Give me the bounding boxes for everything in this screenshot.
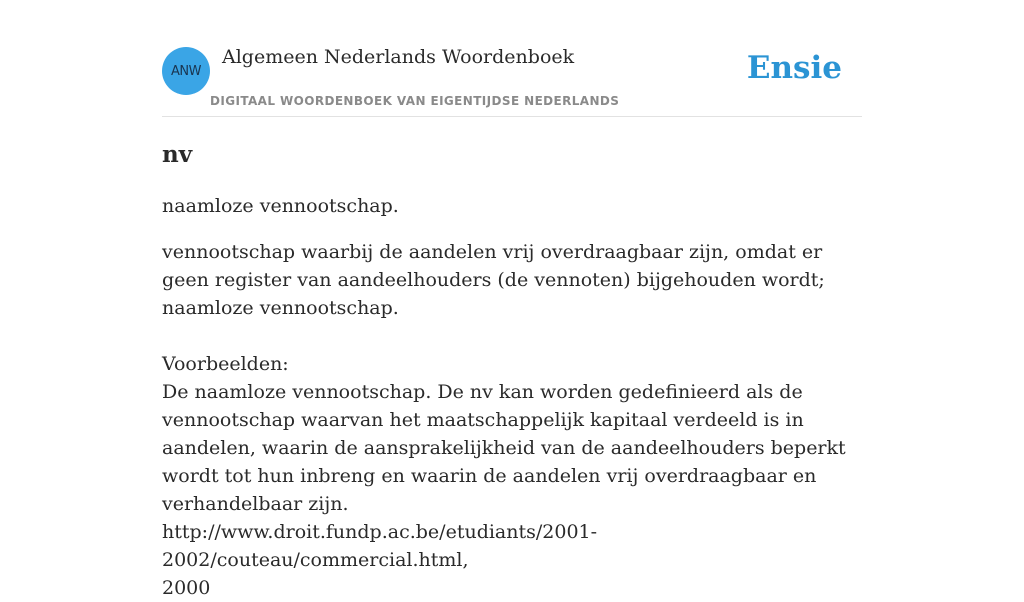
ensie-brand-logo[interactable]: Ensie: [746, 50, 842, 86]
dictionary-entry: [162, 140, 862, 602]
page-container: [162, 0, 862, 599]
short-definition: naamloze vennootschap.: [162, 195, 399, 217]
dictionary-title[interactable]: Algemeen Nederlands Woordenboek: [222, 46, 575, 68]
examples-label: Voorbeelden:: [162, 353, 289, 375]
dictionary-subtitle: DIGITAAL WOORDENBOEK VAN EIGENTIJDSE NEDERLANDS: [210, 94, 620, 108]
dictionary-header: [162, 0, 862, 117]
example-source-year: 2000: [162, 577, 211, 599]
examples-section: [162, 350, 862, 602]
full-definition: vennootschap waarbij de aandelen vrij overdraagbaar zijn, omdat er geen register van aandeelhouders (de vennoten) bijgehouden wordt; naamloze vennootschap.: [162, 241, 825, 319]
example-source-url: http://www.droit.fundp.ac.be/etudiants/2001-2002/couteau/commercial.html,: [162, 521, 598, 571]
entry-headword: nv: [162, 141, 193, 168]
anw-logo[interactable]: ANW: [162, 47, 210, 95]
example-text: De naamloze vennootschap. De nv kan worden gedefinieerd als de vennootschap waarvan het maatschappelijk kapitaal verdeeld is in aandelen, waarin de aansprakelijkheid van de aandeelhouders beperkt wordt tot hun inbreng en waarin de aandelen vrij overdraagbaar en verhandelbaar zijn.: [162, 381, 846, 515]
